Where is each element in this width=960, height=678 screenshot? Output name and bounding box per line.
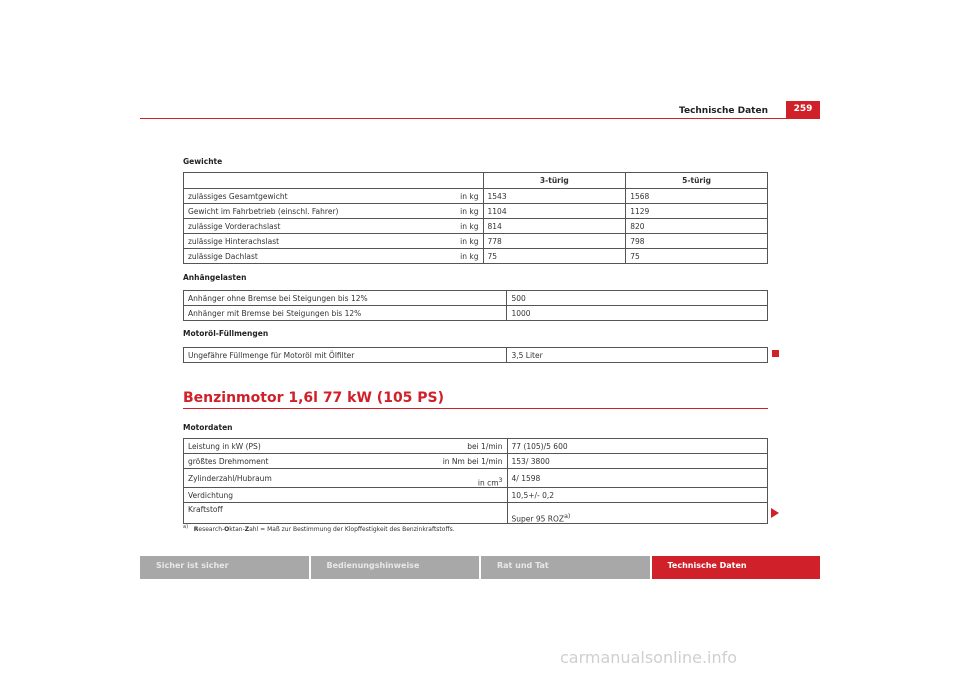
row-label: Kraftstoff: [184, 503, 392, 524]
table-row: [184, 291, 768, 306]
table-row: [184, 488, 768, 503]
header-title: Technische Daten: [679, 106, 768, 116]
table-row: [184, 348, 768, 363]
header-divider: [140, 118, 820, 119]
footnote-o: O: [224, 526, 230, 533]
footnote-r: R: [193, 526, 199, 533]
row-unit: [391, 488, 507, 503]
footnote-o-rest: ktan-: [229, 526, 245, 533]
table-row: [184, 219, 768, 234]
row-label: Verdichtung: [184, 488, 392, 503]
table-row: [184, 439, 768, 454]
section-heading-motordaten: Motordaten: [183, 423, 233, 432]
continue-arrow-icon: [771, 508, 779, 518]
row-label: Anhänger ohne Bremse bei Steigungen bis 12%: [184, 291, 507, 306]
row-unit: in kg: [391, 204, 483, 219]
bottom-nav: [140, 556, 820, 579]
value-5-door: 75: [626, 249, 768, 264]
footnote-marker: a): [183, 524, 189, 530]
row-value: 1000: [507, 306, 768, 321]
row-label: Leistung in kW (PS): [184, 439, 392, 454]
row-unit: [391, 469, 507, 488]
nav-tab-bedienungshinweise[interactable]: Bedienungshinweise: [311, 556, 480, 579]
value-3-door: 778: [483, 234, 626, 249]
table-row: [184, 189, 768, 204]
oil-capacity-table: [183, 347, 768, 363]
unit-superscript: 3: [498, 476, 503, 484]
engine-title-divider: [183, 408, 768, 409]
table-row: [184, 503, 768, 524]
row-value: 3,5 Liter: [507, 348, 768, 363]
value-5-door: 798: [626, 234, 768, 249]
row-value: 153/ 3800: [507, 454, 767, 469]
value-5-door: 1568: [626, 189, 768, 204]
table-row: [184, 454, 768, 469]
trailer-load-table: [183, 290, 768, 321]
weights-table: [183, 172, 768, 264]
value-5-door: 820: [626, 219, 768, 234]
table-row: [184, 204, 768, 219]
row-value: 500: [507, 291, 768, 306]
row-label: Gewicht im Fahrbetrieb (einschl. Fahrer): [184, 204, 392, 219]
row-unit: in kg: [391, 189, 483, 204]
table-row: [184, 469, 768, 488]
engine-data-table: [183, 438, 768, 524]
table-row: [184, 234, 768, 249]
table-row: [184, 249, 768, 264]
row-unit: in Nm bei 1/min: [391, 454, 507, 469]
footnote-z-rest: ahl = Maß zur Bestimmung der Klopffestigkeit des Benzinkraftstoffs.: [249, 526, 455, 533]
col-header-5-door: 5-türig: [626, 173, 768, 189]
table-row: [184, 306, 768, 321]
row-label: zulässiges Gesamtgewicht: [184, 189, 392, 204]
section-end-marker: [772, 350, 779, 357]
unit-text: in cm: [477, 478, 499, 487]
footnote: [183, 524, 455, 533]
value-3-door: 75: [483, 249, 626, 264]
value-3-door: 814: [483, 219, 626, 234]
row-label: Ungefähre Füllmenge für Motoröl mit Ölfilter: [184, 348, 507, 363]
footnote-ref: a): [564, 512, 571, 520]
row-unit: [391, 503, 507, 524]
value-3-door: 1543: [483, 189, 626, 204]
watermark: carmanualsonline.info: [560, 648, 738, 667]
value-text: Super 95 ROZ: [511, 514, 565, 523]
page-number: 259: [786, 101, 820, 118]
row-label: zulässige Hinterachslast: [184, 234, 392, 249]
row-unit: in kg: [391, 249, 483, 264]
row-unit: in kg: [391, 219, 483, 234]
row-value: 4/ 1598: [507, 469, 767, 488]
header-blank-cell: [184, 173, 484, 189]
row-value: 77 (105)/5 600: [507, 439, 767, 454]
nav-tab-sicher-ist-sicher[interactable]: Sicher ist sicher: [140, 556, 309, 579]
row-label: größtes Drehmoment: [184, 454, 392, 469]
nav-tab-technische-daten[interactable]: Technische Daten: [652, 556, 821, 579]
section-heading-anhaengelasten: Anhängelasten: [183, 273, 247, 282]
value-3-door: 1104: [483, 204, 626, 219]
row-label: zulässige Vorderachslast: [184, 219, 392, 234]
nav-tab-rat-und-tat[interactable]: Rat und Tat: [481, 556, 650, 579]
value-5-door: 1129: [626, 204, 768, 219]
table-header-row: [184, 173, 768, 189]
row-label: Anhänger mit Bremse bei Steigungen bis 12%: [184, 306, 507, 321]
row-value: [507, 503, 767, 524]
engine-title: Benzinmotor 1,6l 77 kW (105 PS): [183, 390, 445, 406]
section-heading-motoroel: Motoröl-Füllmengen: [183, 329, 269, 338]
footnote-r-rest: esearch-: [198, 526, 225, 533]
row-label: zulässige Dachlast: [184, 249, 392, 264]
row-label: Zylinderzahl/Hubraum: [184, 469, 392, 488]
col-header-3-door: 3-türig: [483, 173, 626, 189]
section-heading-gewichte: Gewichte: [183, 157, 223, 166]
row-value: 10,5+/- 0,2: [507, 488, 767, 503]
row-unit: bei 1/min: [391, 439, 507, 454]
row-unit: in kg: [391, 234, 483, 249]
footnote-z: Z: [244, 526, 250, 533]
